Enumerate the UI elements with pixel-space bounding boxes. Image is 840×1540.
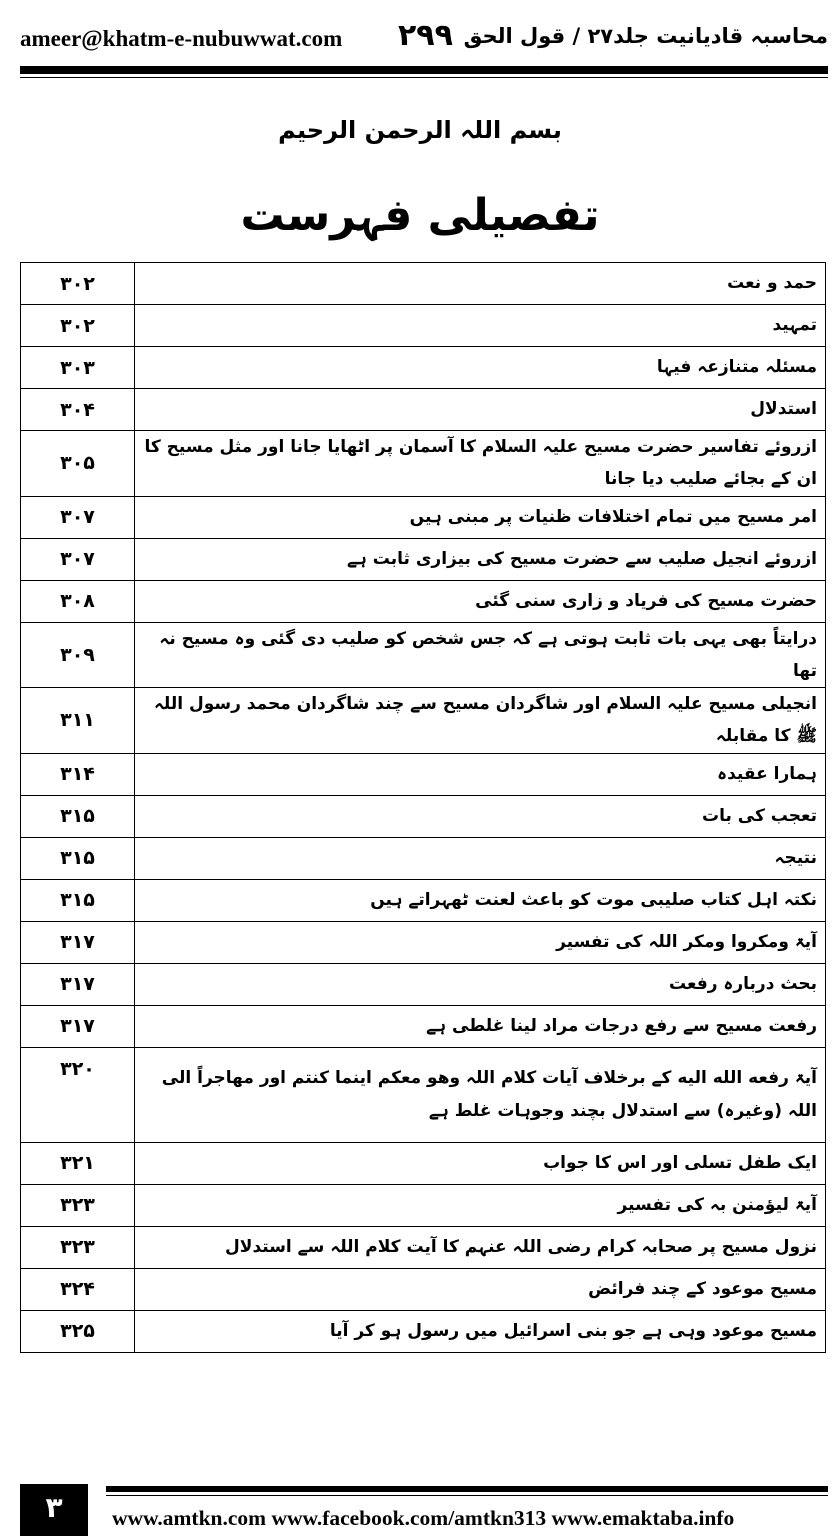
- toc-row: [21, 1184, 826, 1226]
- toc-entry-title: آیۃ لیؤمنن بہ کی تفسیر: [135, 1184, 826, 1226]
- header-book-title: محاسبہ قادیانیت جلد۲۷ / قول الحق: [463, 24, 828, 48]
- toc-page-number: ۳۰۵: [21, 431, 135, 497]
- toc-page-number: ۳۱۵: [21, 795, 135, 837]
- toc-row: [21, 795, 826, 837]
- toc-page-number: ۳۱۵: [21, 837, 135, 879]
- toc-entry-title: مسئلہ متنازعہ فیہا: [135, 347, 826, 389]
- toc-row: [21, 688, 826, 754]
- toc-page-number: ۳۰۲: [21, 305, 135, 347]
- header-rule-thin: [20, 77, 828, 78]
- footer-urls: www.amtkn.com www.facebook.com/amtkn313 www.emaktaba.info: [112, 1506, 735, 1530]
- toc-entry-title: مسیح موعود کے چند فرائض: [135, 1268, 826, 1310]
- toc-page-number: ۳۰۴: [21, 389, 135, 431]
- page-header: [20, 18, 828, 58]
- toc-page-number: ۳۲۱: [21, 1142, 135, 1184]
- toc-page-number: ۳۲۴: [21, 1268, 135, 1310]
- toc-row: [21, 538, 826, 580]
- toc-entry-title: نتیجہ: [135, 837, 826, 879]
- toc-row: [21, 753, 826, 795]
- footer-rule: [106, 1486, 828, 1492]
- toc-row: [21, 347, 826, 389]
- toc-entry-title: ازروئے انجیل صلیب سے حضرت مسیح کی بیزاری ثابت ہے: [135, 538, 826, 580]
- toc-row: [21, 496, 826, 538]
- toc-entry-title: انجیلی مسیح علیہ السلام اور شاگردان مسیح سے چند شاگردان محمد رسول اللہ ﷺ کا مقابلہ: [135, 688, 826, 754]
- toc-row: [21, 431, 826, 497]
- toc-entry-title: آیۃ رفعه الله اليه کے برخلاف آیات کلام اللہ وھو معکم اینما کنتم اور مھاجراً الی اللہ (وغیرہ) سے استدلال بچند وجوہات غلط ہے: [135, 1047, 826, 1142]
- toc-row: [21, 1226, 826, 1268]
- toc-entry-title: نزول مسیح پر صحابہ کرام رضی اللہ عنہم کا آیت کلام اللہ سے استدلال: [135, 1226, 826, 1268]
- toc-page-number: ۳۰۳: [21, 347, 135, 389]
- bismillah: بسم اللہ الرحمن الرحیم: [278, 116, 562, 144]
- toc-entry-title: تمہید: [135, 305, 826, 347]
- toc-row: [21, 1142, 826, 1184]
- table-of-contents: [20, 262, 826, 1353]
- toc-page-number: ۳۱۱: [21, 688, 135, 754]
- toc-entry-title: بحث دربارہ رفعت: [135, 963, 826, 1005]
- toc-entry-title: ایک طفل تسلی اور اس کا جواب: [135, 1142, 826, 1184]
- toc-entry-title: مسیح موعود وہی ہے جو بنی اسرائیل میں رسول ہو کر آیا: [135, 1310, 826, 1352]
- toc-entry-title: ازروئے تفاسیر حضرت مسیح علیہ السلام کا آسمان پر اٹھایا جانا اور مثل مسیح کا ان کے بجائے صلیب دیا جانا: [135, 431, 826, 497]
- header-rule: [20, 66, 828, 74]
- page-footer: [20, 1484, 828, 1536]
- toc-page-number: ۳۱۷: [21, 1005, 135, 1047]
- toc-entry-title: حضرت مسیح کی فریاد و زاری سنی گئی: [135, 580, 826, 622]
- toc-row: [21, 963, 826, 1005]
- toc-entry-title: ہمارا عقیدہ: [135, 753, 826, 795]
- toc-entry-title: استدلال: [135, 389, 826, 431]
- toc-entry-title: تعجب کی بات: [135, 795, 826, 837]
- toc-row: [21, 879, 826, 921]
- header-page-number: ۲۹۹: [398, 18, 453, 53]
- header-email: ameer@khatm-e-nubuwwat.com: [20, 26, 343, 51]
- toc-row: [21, 921, 826, 963]
- toc-page-number: ۳۱۷: [21, 921, 135, 963]
- toc-row: [21, 263, 826, 305]
- toc-entry-title: نکتہ اہل کتاب صلیبی موت کو باعث لعنت ٹھہراتے ہیں: [135, 879, 826, 921]
- toc-entry-title: امر مسیح میں تمام اختلافات ظنیات پر مبنی ہیں: [135, 496, 826, 538]
- toc-page-number: ۳۰۹: [21, 622, 135, 688]
- page-title: تفصیلی فہرست: [240, 190, 600, 241]
- toc-row: [21, 1310, 826, 1352]
- toc-row: [21, 1047, 826, 1142]
- toc-row: [21, 389, 826, 431]
- toc-entry-title: آیۃ ومکروا ومکر اللہ کی تفسیر: [135, 921, 826, 963]
- footer-rule-thin: [106, 1495, 828, 1496]
- toc-page-number: ۳۰۲: [21, 263, 135, 305]
- toc-page-number: ۳۰۷: [21, 496, 135, 538]
- toc-page-number: ۳۱۵: [21, 879, 135, 921]
- toc-page-number: ۳۲۰: [21, 1047, 135, 1142]
- toc-row: [21, 305, 826, 347]
- toc-page-number: ۳۲۳: [21, 1226, 135, 1268]
- toc-row: [21, 837, 826, 879]
- toc-page-number: ۳۱۴: [21, 753, 135, 795]
- toc-page-number: ۳۲۳: [21, 1184, 135, 1226]
- toc-page-number: ۳۰۷: [21, 538, 135, 580]
- toc-row: [21, 1005, 826, 1047]
- toc-page-number: ۳۰۸: [21, 580, 135, 622]
- toc-page-number: ۳۱۷: [21, 963, 135, 1005]
- toc-row: [21, 580, 826, 622]
- toc-page-number: ۳۲۵: [21, 1310, 135, 1352]
- toc-entry-title: درایتاً بھی یہی بات ثابت ہوتی ہے کہ جس شخص کو صلیب دی گئی وہ مسیح نہ تھا: [135, 622, 826, 688]
- toc-entry-title: حمد و نعت: [135, 263, 826, 305]
- toc-row: [21, 1268, 826, 1310]
- toc-row: [21, 622, 826, 688]
- footer-page-number: ۳: [20, 1484, 88, 1536]
- toc-entry-title: رفعت مسیح سے رفع درجات مراد لینا غلطی ہے: [135, 1005, 826, 1047]
